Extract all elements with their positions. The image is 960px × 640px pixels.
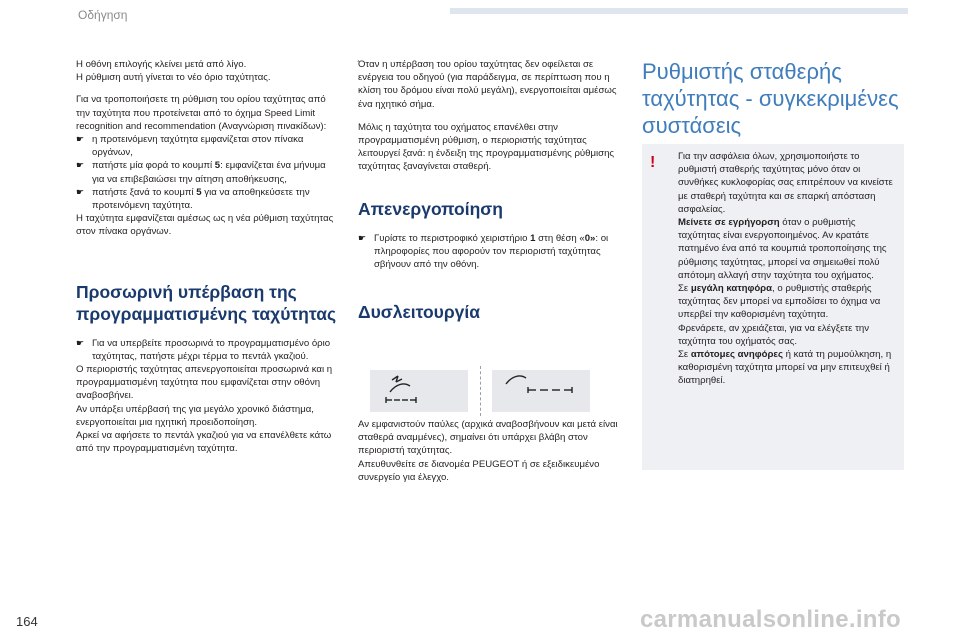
paragraph: Όταν η υπέρβαση του ορίου ταχύτητας δεν οφείλεται σε ενέργεια του οδηγού (για παράδειγμα, σε περίπτωση που η κλίση του δρόμου είναι πολύ μεγάλη), ενεργοποιείται αμέσως ένα ηχητικό σήμα. (358, 59, 617, 110)
section-heading: Προσωρινή υπέρβαση της προγραμματισμένης ταχύτητας (76, 281, 337, 324)
intro (76, 58, 338, 84)
warning-paragraph: Σε μεγάλη κατηφόρα, ο ρυθμιστής σταθερής ταχύτητας δεν μπορεί να εμποδίσει το όχημα να υπερβεί την καθορισμένη ταχύτητα. (678, 283, 881, 321)
warning-paragraph: Φρενάρετε, αν χρειάζεται, για να ελέγξετε την ταχύτητα του οχήματός σας. (678, 322, 870, 347)
bullet-item: ☛ πατήστε μία φορά το κουμπί 5: εμφανίζεται ένα μήνυμα για να επιβεβαιώσει την αίτηση αποθήκευσης, (76, 160, 326, 185)
warning-paragraph: Μείνετε σε εγρήγορση όταν ο ρυθμιστής ταχύτητας είναι ενεργοποιημένος. Αν κρατάτε πατημένο ένα από τα κουμπιά τροποποίησης της ρύθμισης ταχύτητας, μπορεί να σημειωθεί πολύ απότομη αλλαγή στην ταχύτητα του οχήματος. (678, 217, 887, 281)
warning-text (678, 150, 894, 388)
bullet-arrow-icon: ☛ (358, 232, 367, 243)
intro-line-2: Η ρύθμιση αυτή γίνεται το νέο όριο ταχύτητας. (76, 72, 271, 84)
bullet-item: ☛ Για να υπερβείτε προσωρινά το προγραμματισμένο όριο ταχύτητας, πατήστε μέχρι τέρμα το πεντάλ γκαζιού. (76, 337, 331, 362)
column-1 (76, 58, 338, 464)
bullet-arrow-icon: ☛ (76, 337, 85, 348)
bullet-item: ☛ Γυρίστε το περιστροφικό χειριστήριο 1 στη θέση «0»: οι πληροφορίες που αφορούν τον περιοριστή ταχύτητας σβήνουν από την οθόνη. (358, 232, 609, 271)
speed-limiter-dashes-icon (492, 370, 590, 412)
column-2-lower (358, 418, 622, 493)
paragraph: Μόλις η ταχύτητα του οχήματος επανέλθει στην προγραμματισμένη ρύθμιση, ο περιοριστής ταχύτητας λειτουργεί ξανά: η ένδειξη της προγραμματισμένης ρύθμισης ταχύτητας ξαναγίνεται σταθερή. (358, 121, 615, 173)
paragraph: Για να τροποποιήσετε τη ρύθμιση του ορίου ταχύτητας από την ταχύτητα που προτείνεται από το όχημα Speed Limit recognition and recommendation (Αναγνώριση πινακίδων): (76, 94, 327, 132)
section-heading-malfunction: Δυσλειτουργία (358, 302, 481, 323)
bullet-list (76, 133, 338, 212)
chapter-title: Οδήγηση (78, 8, 128, 22)
icon-divider (480, 366, 482, 416)
speed-limiter-flash-icon (370, 370, 468, 412)
warning-box (642, 144, 904, 470)
bullet-item: ☛ η προτεινόμενη ταχύτητα εμφανίζεται στον πίνακα οργάνων, (76, 134, 304, 159)
bullet-arrow-icon: ☛ (76, 134, 85, 145)
malfunction-icons (370, 366, 592, 416)
bullet-item: ☛ πατήστε ξανά το κουμπί 5 για να αποθηκεύσετε την προτεινόμενη ταχύτητα. (76, 186, 310, 212)
page-header (0, 0, 960, 36)
paragraph: Αν εμφανιστούν παύλες (αρχικά αναβοσβήνουν και μετά είναι σταθερά αναμμένες), σημαίνει ότι υπάρχει βλάβη στον περιοριστή ταχύτητας. Απευθυνθείτε σε διανομέα PEUGEOT ή σε εξειδικευμένο συνεργείο για έλεγχο. (358, 419, 618, 483)
page-number: 164 (16, 614, 38, 629)
intro-line-1: Η οθόνη επιλογής κλείνει μετά από λίγο. (76, 59, 247, 70)
paragraph: Η ταχύτητα εμφανίζεται αμέσως ως η νέα ρύθμιση ταχύτητας στον πίνακα οργάνων. (76, 213, 334, 238)
paragraph: Ο περιοριστής ταχύτητας απενεργοποιείται προσωρινά και η προγραμματισμένη ταχύτητα που εμφανίζεται στην οθόνη αναβοσβήνει. Αν υπάρξει υπέρβασή της για μεγάλο χρονικό διάστημα, ενεργοποιείται μια ηχητική προειδοποίηση. Αρκεί να αφήσετε το πεντάλ γκαζιού για να επανέλθετε κάτω από την προγραμματισμένη ταχύτητα. (76, 364, 333, 455)
column-2 (358, 58, 622, 323)
warning-icon: ! (650, 154, 656, 171)
warning-intro: Για την ασφάλεια όλων, χρησιμοποιήστε το ρυθμιστή σταθερής ταχύτητας μόνο όταν οι συνθήκες κυκλοφορίας σας επιτρέπουν να κινείστε με σταθερή ταχύτητα και σε επαρκή απόσταση ασφαλείας. (678, 151, 893, 215)
section-heading-deactivation: Απενεργοποίηση (358, 198, 503, 219)
bullet-arrow-icon: ☛ (76, 186, 85, 197)
watermark: carmanualsonline.info (640, 606, 902, 633)
bullet-arrow-icon: ☛ (76, 160, 85, 171)
warning-paragraph: Σε απότομες ανηφόρες ή κατά τη ρυμούλκηση, η καθορισμένη ταχύτητα μπορεί να μην επιτευχθεί ή διατηρηθεί. (678, 349, 892, 387)
header-bar (450, 8, 908, 14)
cruise-control-title: Ρυθμιστής σταθερής ταχύτητας - συγκεκριμένες συστάσεις (642, 59, 899, 138)
